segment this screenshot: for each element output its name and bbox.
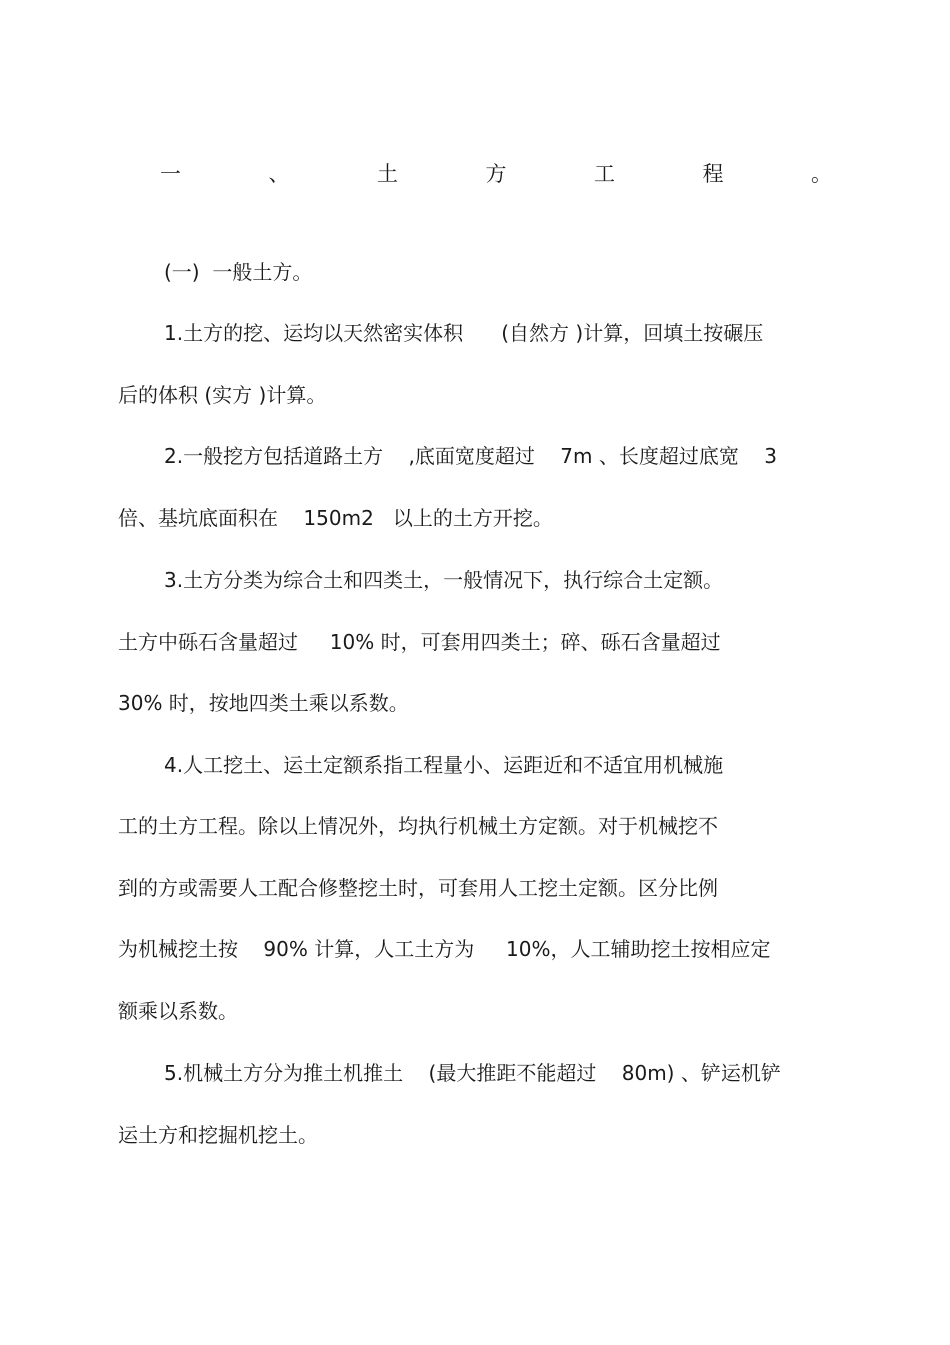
subsection-heading: (一) 一般土方。 (164, 260, 313, 284)
title-char: 方 (485, 162, 507, 186)
paragraph-line: 工的土方工程。除以上情况外，均执行机械土方定额。对于机械挖不 (118, 814, 718, 838)
title-char: 一 (160, 162, 181, 186)
paragraph-line: 额乘以系数。 (118, 999, 238, 1023)
paragraph-line: 后的体积 (实方 )计算。 (118, 383, 327, 407)
paragraph-line: 土方中砾石含量超过 10% 时，可套用四类土；碎、砾石含量超过 (118, 630, 721, 654)
paragraph-line: 为机械挖土按 90% 计算，人工土方为 10%，人工辅助挖土按相应定 (118, 937, 771, 961)
paragraph-line: 1.土方的挖、运均以天然密实体积 (自然方 )计算，回填土按碾压 (164, 321, 764, 345)
title-char: 工 (594, 162, 615, 186)
title-char: 程 (702, 162, 724, 186)
paragraph-line: 4.人工挖土、运土定额系指工程量小、运距近和不适宜用机械施 (164, 753, 724, 777)
paragraph-line: 3.土方分类为综合土和四类土，一般情况下，执行综合土定额。 (164, 568, 724, 592)
paragraph-line: 30% 时，按地四类土乘以系数。 (118, 691, 409, 715)
title-char: 、 (268, 162, 290, 186)
section-title (160, 156, 832, 190)
title-char: 。 (811, 162, 832, 186)
paragraph-line: 到的方或需要人工配合修整挖土时，可套用人工挖土定额。区分比例 (118, 876, 718, 900)
paragraph-line: 5.机械土方分为推土机推土 (最大推距不能超过 80m) 、铲运机铲 (164, 1061, 781, 1085)
paragraph-line: 运土方和挖掘机挖土。 (118, 1123, 318, 1147)
title-char: 土 (377, 162, 398, 186)
paragraph-line: 倍、基坑底面积在 150m2 以上的土方开挖。 (118, 506, 553, 530)
paragraph-line: 2.一般挖方包括道路土方 ,底面宽度超过 7m 、长度超过底宽 3 (164, 444, 778, 468)
